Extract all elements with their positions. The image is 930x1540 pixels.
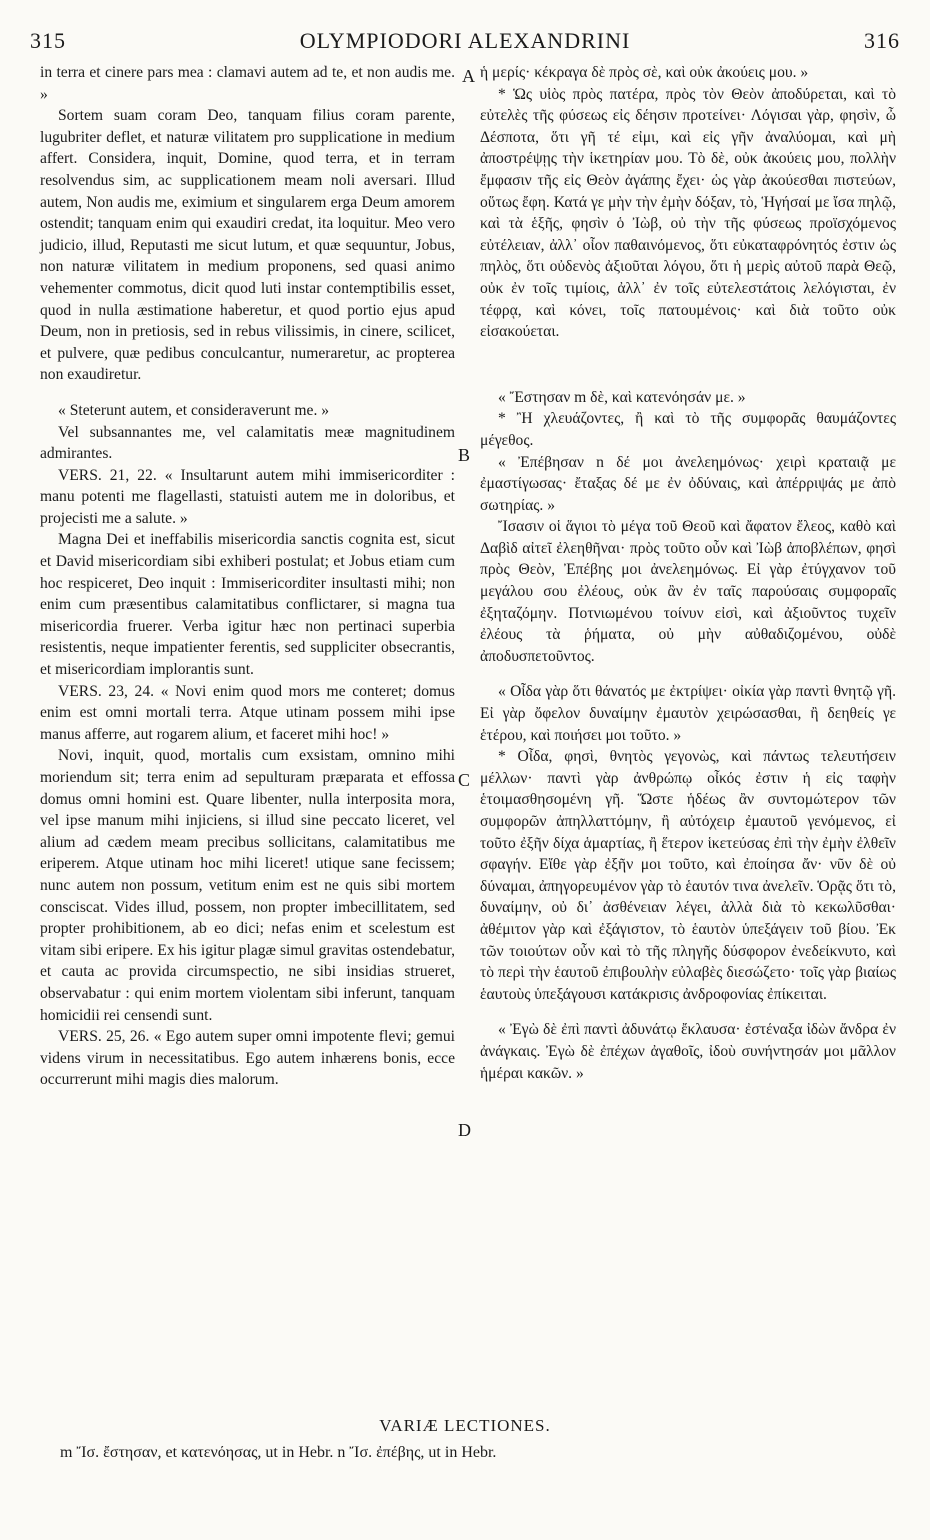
page-number-left: 315 xyxy=(30,28,66,53)
verse-quote: « Ἐγὼ δὲ ἐπὶ παντὶ ἀδυνάτῳ ἔκλαυσα· ἐστέναξα ἰδὼν ἄνδρα ἐν ἀνάγκαις. Ἐγὼ δὲ ἐπέχων ἀγαθοῖς, ἰδοὺ συνήντησάν μοι μᾶλλον ἡμέραι κακῶν. » xyxy=(480,1021,896,1082)
paragraph: Novi, inquit, quod, mortalis cum exsistam, omnino mihi moriendum sit; terra enim ad sepulturam præparata et effossa domus omni homini est. Quare libenter, nulla interposita mora, vel ipse manum mihi injiciens, si illud sine peccato liceret, vel alium ad cædem meam precibus sollicitans, calamitatibus me eriperem. Atque utinam hoc mihi liceret! utique sane fecissem; nunc autem non possum, vetitum enim est ne quis sibi mortem consciscat. Vides illud, possem, non propter imbecillitatem, sed propter prohibitionem, ab eo dici; nefas enim et scelestum est vitam sibi eripere. Ex his igitur plagæ simul gravitas ostendebatur, et cauta ac provida circumspectio, ne sibi insidias strueret, observabatur : qui enim mortem violentam sibi inferunt, tanquam homicidii rei censendi sunt. xyxy=(40,747,455,1024)
verse-quote: « Ἔστησαν m δὲ, καὶ κατενόησάν με. » xyxy=(498,388,746,406)
variae-lectiones-heading: VARIÆ LECTIONES. xyxy=(379,1416,551,1435)
latin-column xyxy=(40,62,455,1091)
paragraph: ἡ μερίς· κέκραγα δὲ πρὸς σὲ, καὶ οὐκ ἀκούεις μου. » xyxy=(480,64,809,81)
running-title: OLYMPIODORI ALEXANDRINI xyxy=(299,28,631,53)
paragraph: Magna Dei et ineffabilis misericordia sanctis cognita est, sicut et David misericordiam sibi exhiberi postulat; et Jobus etiam cum hoc respiceret, Deo inquit : Immisericorditer insultasti mihi; non enim cum præsentibus calamitatibus conflictarer, si magna tua misericordia fruerer. Verba igitur hæc non pertinaci superbia resistentis, neque impatienter ferentis, sed suppliciter obsecrantis, et misericordiam implorantis sunt. xyxy=(40,531,455,679)
variae-lectiones-notes: m Ἴσ. ἔστησαν, et κατενόησας, ut in Hebr. n Ἴσ. ἐπέβης, ut in Hebr. xyxy=(60,1444,497,1461)
verse-quote: VERS. 23, 24. « Novi enim quod mors me conteret; domus enim est omni mortali terra. Atque utinam possem mihi ipse manus afferre, aut rogarem alium, et faceret mihi hoc! » xyxy=(40,682,455,743)
paragraph: Vel subsannantes me, vel calamitatis meæ magnitudinem admirantes. xyxy=(40,423,455,463)
verse-quote: VERS. 25, 26. « Ego autem super omni impotente flevi; gemui videns virum in necessitatibus. Ego autem inhærens bonis, ecce occurrerunt mihi magis dies malorum. xyxy=(40,1028,455,1089)
margin-marker-d: D xyxy=(458,1120,471,1140)
paragraph: * Ὡς υἱὸς πρὸς πατέρα, πρὸς τὸν Θεὸν ἀποδύρεται, καὶ τὸ εὐτελὲς τῆς φύσεως εἰς δέησιν προτείνει· Λόγισαι γὰρ, φησὶν, ὦ Δέσποτα, ὅτι γῆ τέ εἰμι, καὶ εἰς γῆν ἀναλύομαι, καὶ μὴ ἀποστρέψῃς τὴν ἱκετηρίαν μου. Τὸ δὲ, οὐκ ἀκούεις μου, πολλὴν ἔμφασιν τῆς εἰς Θεὸν ἀγάπης ἔχει· ὡς γὰρ ἀκούεσθαι πιστεύων, οὕτως ἔφη. Κατά γε μὴν τὴν ἐμὴν δόξαν, τὸ, Ἡγήσαί με ἴσα πηλῷ, καὶ τὰ ἑξῆς, φησὶν ὁ Ἰὼβ, οὐ τὴν τῆς φύσεως προϊσχόμενος εὐτέλειαν, ἀλλ᾽ οἷον παθαινόμενος, ὅτι εὐκαταφρόνητός ἐστιν ὡς πηλὸς, ὅτι οὐδενὸς ἀξιοῦται λόγου, ὅτι ἡ μερὶς αὐτοῦ παρὰ Θεῷ, οὐκ ἐν τοῖς τιμίοις, ἀλλ᾽ ἐν τοῖς εὐτελεστάτοις λελόγισται, ἐν τέφρᾳ, καὶ κόνει, τοῖς πατουμένοις· καὶ διὰ τοῦτο οὐκ εἰσακούεται. xyxy=(480,85,896,341)
page-header xyxy=(30,22,900,58)
paragraph: * Οἶδα, φησὶ, θνητὸς γεγονὼς, καὶ πάντως τελευτήσειν μέλλων· παντὶ γὰρ ἀνθρώπῳ οἶκός ἐστιν ἡ εἰς ταφὴν ἑτοιμασθησομένη γῆ. Ὥστε ἡδέως ἂν συντομώτερον τῶν συμφορῶν ἀπηλλαττόμην, ἢ αὐτόχειρ ἐμαυτοῦ γενόμενος, εἰ τοῦτο ἐξῆν δίχα ἁμαρτίας, ἢ ἕτερον ἱκετεύσας ἐπὶ τὴν ἐμὴν ἐλθεῖν σφαγήν. Εἴθε γὰρ ἐξῆν μοι τοῦτο, καὶ ἐποίησα ἄν· νῦν δὲ οὐ δύναμαι, ἀπηγορευμένον γὰρ τὸ ἑαυτόν τινα ἀνελεῖν. Ὁρᾷς ὅτι τὸ, δυναίμην, οὐ δι᾽ ἀσθένειαν λέγει, ἀλλὰ διὰ τὸ κεκωλῦσθαι· ἀθέμιτον γὰρ καὶ ἐξάγιστον, τὸ ἑαυτὸν ὑπεξάγειν τοῦ βίου. Ἐκ τῶν τοιούτων οὖν καὶ τὸ τῆς πληγῆς δύσφορον ἐνεδείκνυτο, καὶ τὸ περὶ τὴν ἑαυτοῦ ἐπιβουλὴν εὐλαβὲς διεσώζετο· τοῖς γὰρ βιαίως ἑαυτοὺς ὑπεξάγουσι κατάκρισις ἀνδροφονίας ἐπίκειται. xyxy=(480,748,896,1003)
paragraph: * Ἢ χλευάζοντες, ἢ καὶ τὸ τῆς συμφορᾶς θαυμάζοντες μέγεθος. xyxy=(480,410,896,449)
verse-quote: « Steterunt autem, et consideraverunt me. » xyxy=(58,401,330,419)
margin-marker-a: A xyxy=(462,66,475,86)
page-number-right: 316 xyxy=(864,28,900,53)
greek-column xyxy=(480,62,896,1084)
margin-marker-b: B xyxy=(458,445,471,465)
margin-marker-c: C xyxy=(458,770,471,790)
verse-quote: « Ἐπέβησαν n δέ μοι ἀνελεημόνως· χειρὶ κραταιᾷ με ἐμαστίγωσας· ἔταξας δέ με ἐν ὀδύναις, καὶ ἀπέρριψάς με ἀπὸ σωτηρίας. » xyxy=(480,453,896,514)
verse-quote: « Οἶδα γὰρ ὅτι θάνατός με ἐκτρίψει· οἰκία γὰρ παντὶ θνητῷ γῆ. Εἰ γὰρ ὄφελον δυναίμην ἐμαυτὸν χειρώσασθαι, ἢ δεηθείς γε ἑτέρου, καὶ ποιήσει μοι τοῦτο. » xyxy=(480,683,896,744)
paragraph: in terra et cinere pars mea : clamavi autem ad te, et non audis me. » xyxy=(40,64,455,103)
verse-quote: VERS. 21, 22. « Insultarunt autem mihi immisericorditer : manu potenti me flagellasti, statuisti autem me in doloribus, et projecisti me a salute. » xyxy=(40,466,455,527)
paragraph: Ἴσασιν οἱ ἅγιοι τὸ μέγα τοῦ Θεοῦ καὶ ἄφατον ἔλεος, καθὸ καὶ Δαβὶδ αἰτεῖ ἐλεηθῆναι· πρὸς τοῦτο οὖν καὶ Ἰὼβ ἀποβλέπων, φησὶ πρὸς Θεὸν, Ἐπέβης μοι ἀνελεημόνως. Εἰ γὰρ ἐτύγχανον τοῦ μεγάλου σου ἐλέους, οὐκ ἂν ἐν ταῖς παρούσαις συμφοραῖς ἐξηταζόμην. Ποτνιωμένου τοίνυν εἰσὶ, καὶ ἀξιοῦντος τυχεῖν ἐλέους τὰ ῥήματα, οὐ μὴν αὐθαδιζομένου, οὐδὲ ἀποδυσπετοῦντος. xyxy=(480,518,896,665)
paragraph: Sortem suam coram Deo, tanquam filius coram parente, lugubriter deflet, et naturæ vilitatem pro supplicatione in medium affert. Considera, inquit, Domine, quod terra, et in terram resolvendus sim, ac supplicationem meam noli aversari. Illud autem, Non audis me, eximium et singularem erga Deum amorem ostendit; tanquam enim qui exaudiri credat, ita loquitur. Meo vero judicio, illud, Reputasti me sicut lutum, et quæ sequuntur, Jobus, non naturæ vilitatem in medium proponens, sed quasi animo vehementer commotus, dicit quod luti instar contemptibilis esset, quod in nulla æstimatione haberetur, et quod portio ejus apud Deum, non in pretiosis, sed in rebus vilissimis, in cinere, scilicet, et pulvere, quæ pedibus conculcantur, numeraretur, ac propterea non exaudiretur. xyxy=(40,107,455,384)
